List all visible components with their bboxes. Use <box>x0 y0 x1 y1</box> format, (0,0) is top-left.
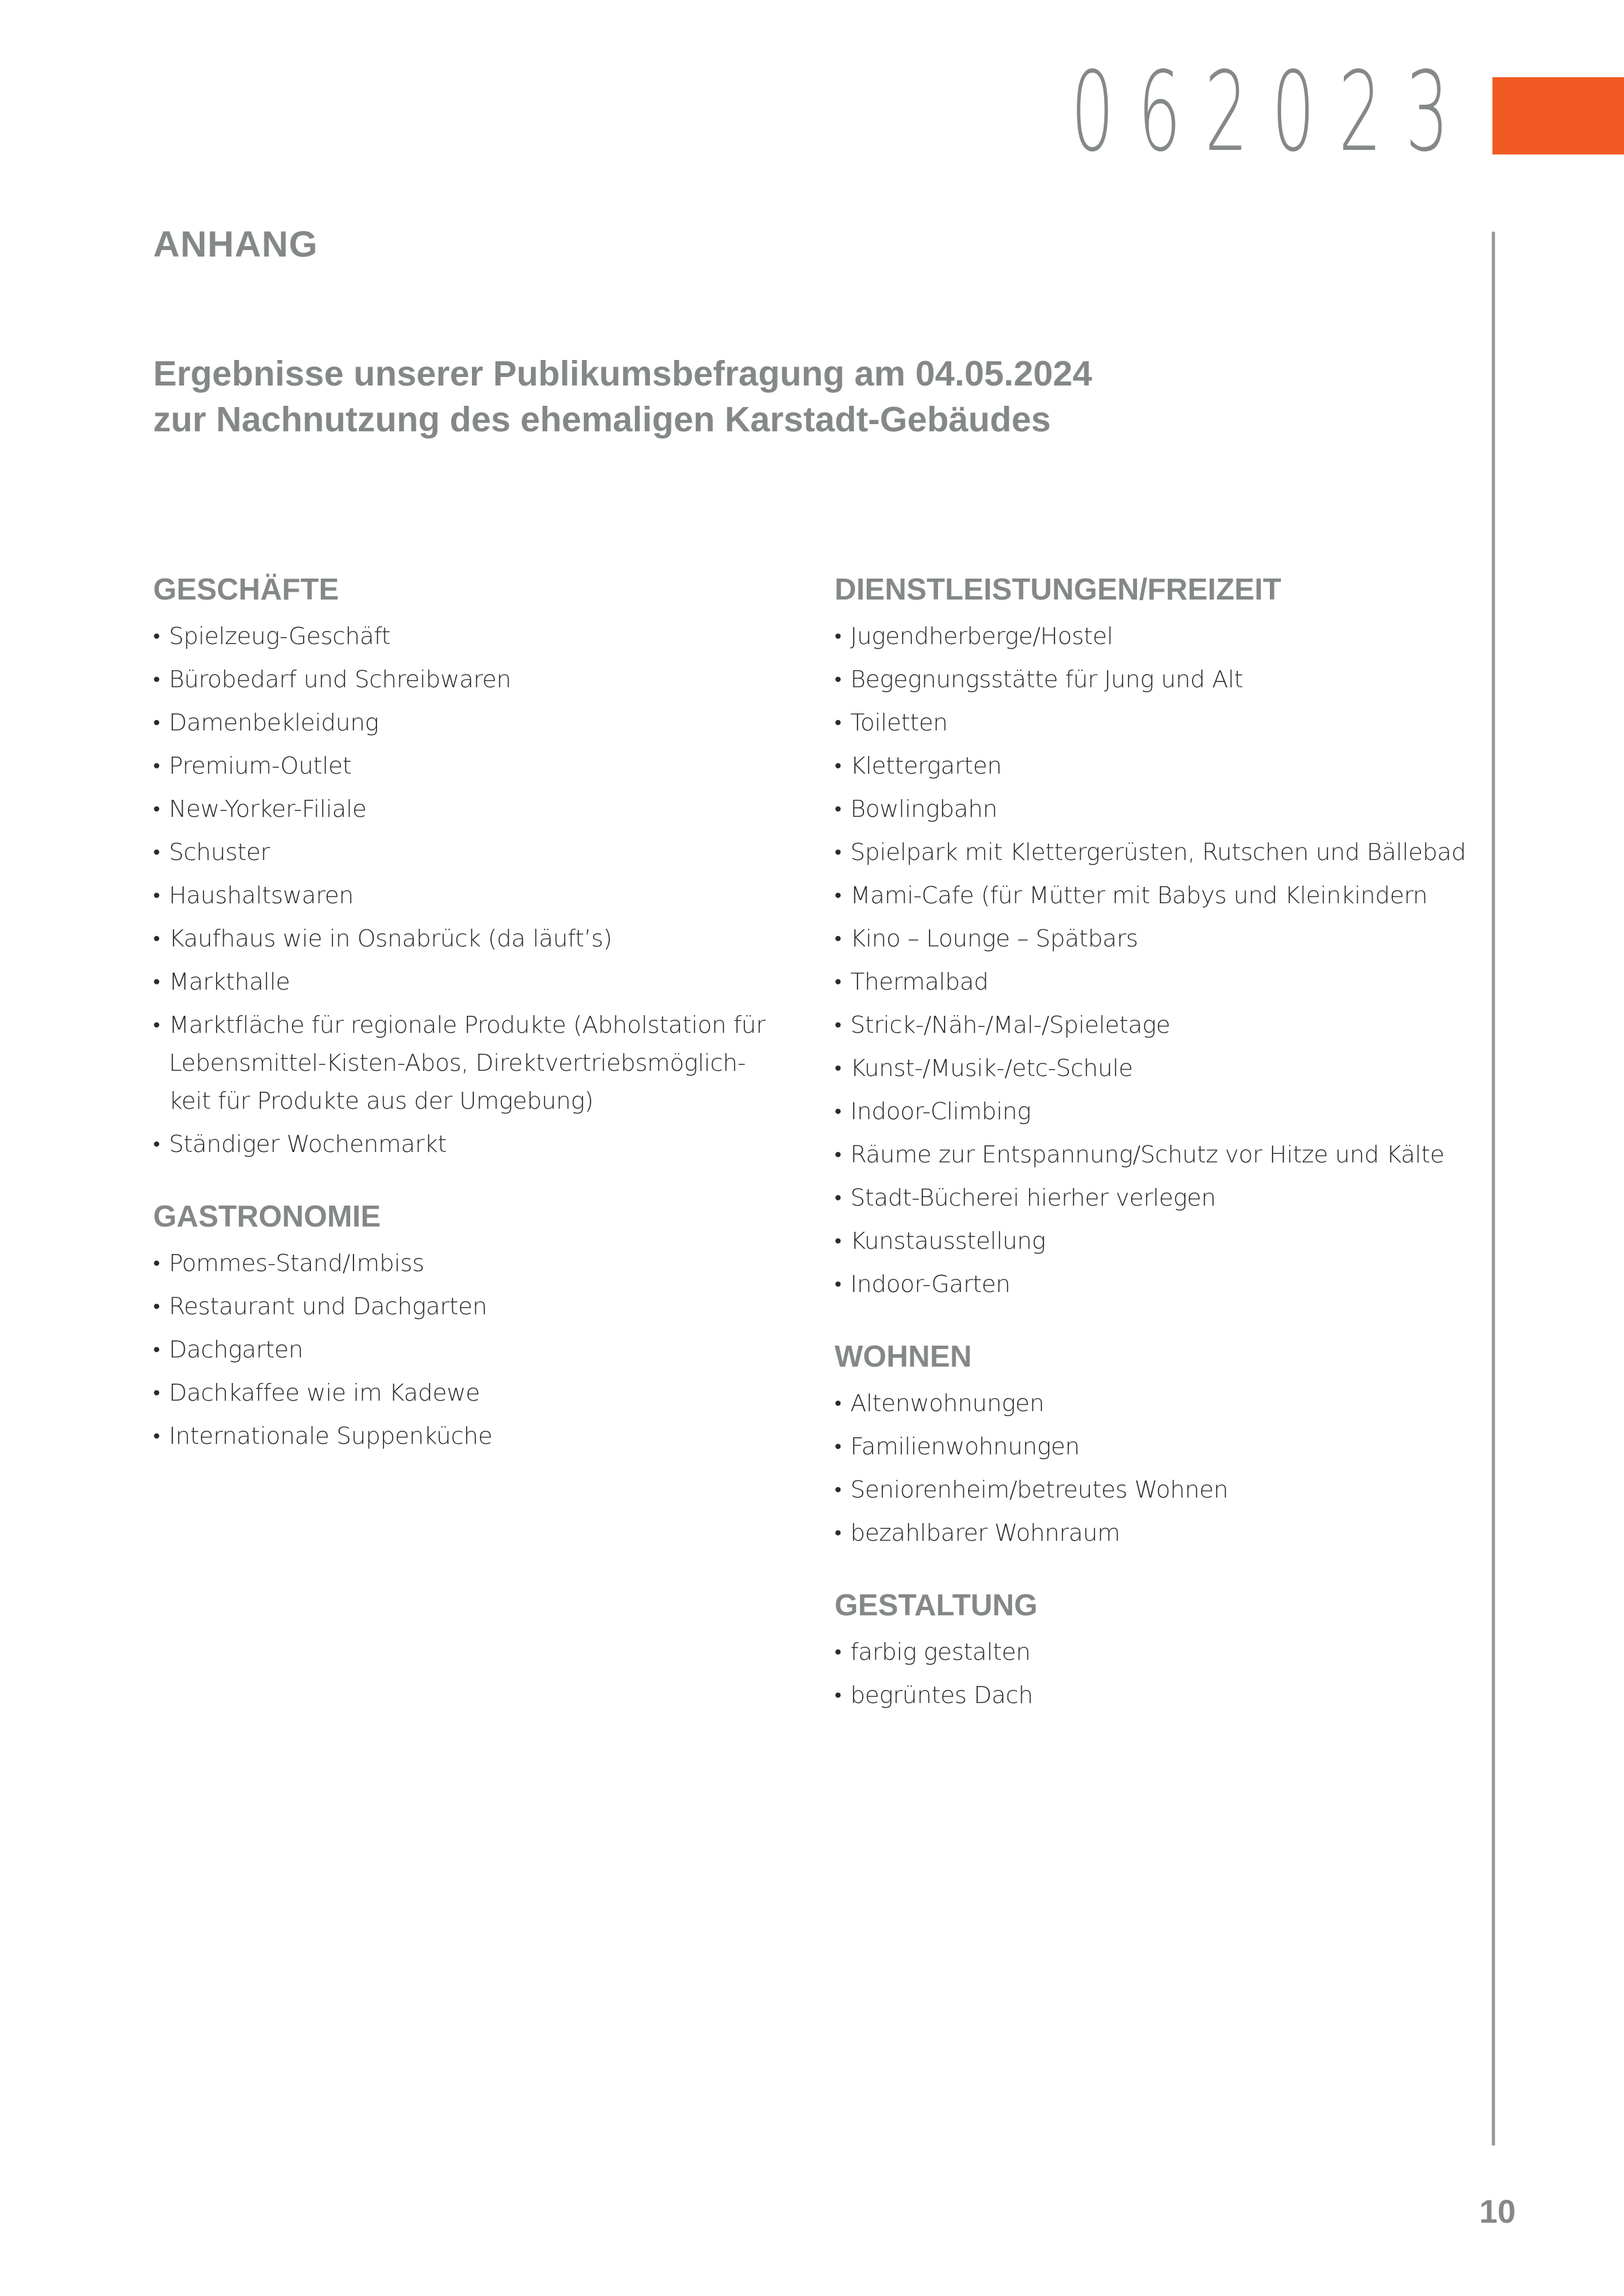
list-item <box>835 1136 1476 1174</box>
category-section <box>835 569 1476 1304</box>
category-heading: GESCHÄFTE <box>153 572 339 606</box>
list-item-text: Indoor-Garten <box>850 1271 1011 1298</box>
bullet-icon: • <box>153 755 160 778</box>
bullet-icon: • <box>835 1522 842 1545</box>
list-item-text: Altenwohnungen <box>850 1390 1045 1417</box>
right-column <box>835 569 1476 1748</box>
bullet-icon: • <box>835 1435 842 1458</box>
list-item <box>835 791 1476 829</box>
list-item-text: Restaurant und Dachgarten <box>169 1293 487 1320</box>
list-item <box>835 1179 1476 1217</box>
list-item-text: Spielpark mit Klettergerüsten, Rutschen und Bällebad <box>850 839 1466 866</box>
list-item-text: Bürobedarf und Schreibwaren <box>169 666 511 693</box>
list-item <box>153 920 782 958</box>
list-item-text: Kunstausstellung <box>850 1228 1046 1255</box>
bullet-icon: • <box>153 625 160 648</box>
category-section <box>153 569 782 1164</box>
list-item-text: Familienwohnungen <box>850 1433 1080 1460</box>
category-section <box>835 1585 1476 1715</box>
list-item <box>835 1093 1476 1131</box>
list-item <box>153 1007 782 1121</box>
bullet-icon: • <box>153 841 160 864</box>
bullet-icon: • <box>835 711 842 734</box>
list-item <box>153 834 782 872</box>
bullet-icon: • <box>835 1014 842 1037</box>
category-section <box>835 1336 1476 1552</box>
bullet-icon: • <box>153 1133 160 1156</box>
category-section <box>153 1196 782 1456</box>
list-item <box>153 1331 782 1369</box>
list-item-text: Bowlingbahn <box>850 796 998 823</box>
bullet-icon: • <box>835 1641 842 1664</box>
list-item-text: Schuster <box>169 839 270 866</box>
list-item-text: Toiletten <box>850 709 948 736</box>
list-item-text: Begegnungsstätte für Jung und Alt <box>850 666 1243 693</box>
list-item-text: Internationale Suppenküche <box>169 1423 493 1450</box>
list-item-text: Kunst-/Musik-/etc-Schule <box>850 1055 1133 1082</box>
list-item <box>835 1223 1476 1261</box>
bullet-icon: • <box>835 884 842 907</box>
list-item <box>153 618 782 656</box>
bullet-icon: • <box>835 1187 842 1210</box>
list-item <box>153 747 782 785</box>
category-heading: WOHNEN <box>835 1339 972 1373</box>
list-item-text: Haushaltswaren <box>169 882 353 909</box>
list-item-text: Indoor-Climbing <box>850 1098 1031 1125</box>
bullet-icon: • <box>835 1684 842 1707</box>
bullet-icon: • <box>153 1014 160 1037</box>
bullet-icon: • <box>835 1479 842 1501</box>
list-item <box>153 1418 782 1456</box>
bullet-icon: • <box>153 1338 160 1361</box>
list-item-text: Strick-/Näh-/Mal-/Spieletage <box>850 1012 1170 1039</box>
list-item-text: farbig gestalten <box>850 1639 1031 1666</box>
list-item <box>153 1288 782 1326</box>
bullet-icon: • <box>835 1143 842 1166</box>
list-item-text: Kino – Lounge – Spätbars <box>850 925 1138 952</box>
vertical-rule <box>1492 232 1495 2145</box>
bullet-icon: • <box>835 668 842 691</box>
list-item-text: Spielzeug-Geschäft <box>169 623 391 650</box>
bullet-icon: • <box>835 1057 842 1080</box>
list-item <box>153 963 782 1001</box>
list-item-text: Kaufhaus wie in Osnabrück (da läuft’s) <box>169 925 612 952</box>
category-heading: GESTALTUNG <box>835 1588 1038 1622</box>
list-item-text: Thermalbad <box>850 969 989 996</box>
list-item <box>153 1126 782 1164</box>
list-item-text: Dachkaffee wie im Kadewe <box>169 1380 480 1407</box>
list-item-text: Pommes-Stand/Imbiss <box>169 1250 424 1277</box>
bullet-icon: • <box>835 971 842 994</box>
list-item-text: Klettergarten <box>850 753 1002 780</box>
list-item <box>835 1634 1476 1672</box>
list-item <box>835 1007 1476 1045</box>
list-item <box>835 704 1476 742</box>
list-item <box>835 834 1476 872</box>
list-item <box>835 920 1476 958</box>
list-item-text: Ständiger Wochenmarkt <box>169 1131 447 1158</box>
list-item <box>153 791 782 829</box>
page-title-line-1: Ergebnisse unserer Publikumsbefragung am 04.05.2024 <box>153 354 1092 393</box>
list-item-text: Mami-Cafe (für Mütter mit Babys und Kleinkindern <box>850 882 1428 909</box>
list-item-text: Markthalle <box>169 969 290 996</box>
bullet-icon: • <box>835 841 842 864</box>
bullet-icon: • <box>153 668 160 691</box>
list-item <box>835 877 1476 915</box>
category-list <box>153 618 782 1164</box>
bullet-icon: • <box>835 1273 842 1296</box>
list-item <box>835 1471 1476 1509</box>
list-item <box>153 1374 782 1412</box>
section-label: ANHANG <box>153 223 318 264</box>
list-item <box>835 1677 1476 1715</box>
bullet-icon: • <box>153 711 160 734</box>
list-item <box>835 1266 1476 1304</box>
list-item-text: Jugendherberge/Hostel <box>850 623 1113 650</box>
category-heading: GASTRONOMIE <box>153 1199 381 1233</box>
left-column <box>153 569 782 1488</box>
list-item-text: Räume zur Entspannung/Schutz vor Hitze und Kälte <box>850 1141 1445 1168</box>
list-item <box>835 963 1476 1001</box>
category-heading: DIENSTLEISTUNGEN/FREIZEIT <box>835 572 1282 606</box>
edition-number: 062023 <box>1070 48 1472 176</box>
bullet-icon: • <box>835 1230 842 1253</box>
bullet-icon: • <box>153 1252 160 1275</box>
list-item-text: New-Yorker-Filiale <box>169 796 367 823</box>
list-item-text: Premium-Outlet <box>169 753 352 780</box>
bullet-icon: • <box>153 798 160 821</box>
bullet-icon: • <box>153 884 160 907</box>
list-item-text: Stadt-Bücherei hierher verlegen <box>850 1185 1216 1211</box>
list-item-text: Dachgarten <box>169 1336 303 1363</box>
list-item <box>153 661 782 699</box>
list-item-text: Seniorenheim/betreutes Wohnen <box>850 1477 1229 1503</box>
list-item <box>835 1515 1476 1552</box>
bullet-icon: • <box>835 927 842 950</box>
category-list <box>835 618 1476 1304</box>
bullet-icon: • <box>153 1295 160 1318</box>
list-item <box>835 1428 1476 1466</box>
bullet-icon: • <box>153 1382 160 1405</box>
page-title <box>153 351 1092 442</box>
list-item <box>835 747 1476 785</box>
category-list <box>153 1245 782 1456</box>
bullet-icon: • <box>153 1425 160 1448</box>
list-item-text: bezahlbarer Wohnraum <box>850 1520 1120 1547</box>
list-item <box>835 618 1476 656</box>
list-item <box>153 877 782 915</box>
bullet-icon: • <box>835 625 842 648</box>
list-item-text: begrüntes Dach <box>850 1682 1033 1709</box>
bullet-icon: • <box>153 971 160 994</box>
list-item-text: Damenbekleidung <box>169 709 379 736</box>
list-item-text: Marktfläche für regionale Produkte (Abholstation für Lebensmittel-Kisten-Abos, Direktvertriebsmöglich-keit für Produkte aus der Umgebung) <box>169 1012 766 1115</box>
bullet-icon: • <box>835 1100 842 1123</box>
page-title-line-2: zur Nachnutzung des ehemaligen Karstadt-Gebäudes <box>153 400 1051 439</box>
category-list <box>835 1385 1476 1552</box>
page-number: 10 <box>1479 2193 1516 2230</box>
list-item <box>835 661 1476 699</box>
bullet-icon: • <box>835 1392 842 1415</box>
bullet-icon: • <box>835 755 842 778</box>
list-item <box>153 704 782 742</box>
category-list <box>835 1634 1476 1715</box>
list-item <box>153 1245 782 1283</box>
bullet-icon: • <box>153 927 160 950</box>
list-item <box>835 1385 1476 1423</box>
bullet-icon: • <box>835 798 842 821</box>
accent-block <box>1492 77 1624 154</box>
list-item <box>835 1050 1476 1088</box>
